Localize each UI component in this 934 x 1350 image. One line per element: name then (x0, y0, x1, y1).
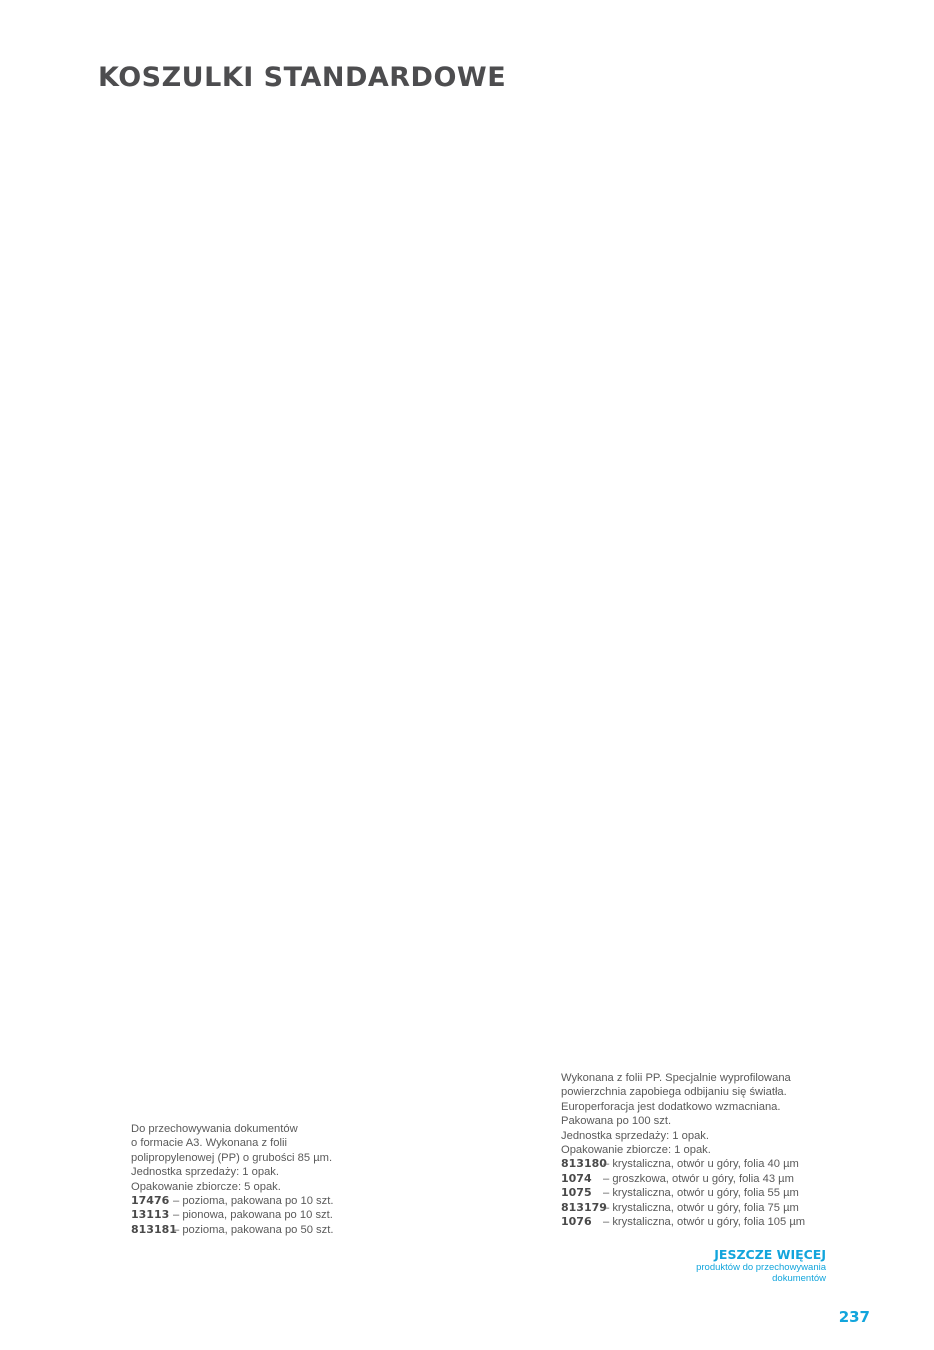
more-products-subtitle: dokumentów (772, 1273, 826, 1284)
variant-row (131, 1208, 333, 1222)
variant-row (561, 1215, 805, 1229)
product-code: 813180 (561, 1157, 607, 1171)
variant-text: – krystaliczna, otwór u góry, folia 55 µm (603, 1187, 799, 1200)
description-line: Europerforacja jest dodatkowo wzmacniana. (561, 1100, 781, 1113)
description-line: Opakowanie zbiorcze: 1 opak. (561, 1144, 711, 1157)
variant-row (131, 1223, 333, 1237)
description-line: Do przechowywania dokumentów (131, 1123, 298, 1135)
variant-text: – pozioma, pakowana po 50 szt. (173, 1223, 334, 1236)
more-products-title: JESZCZE WIĘCEJ (714, 1247, 826, 1262)
description-line: Wykonana z folii PP. Specjalnie wyprofilowana (561, 1072, 791, 1084)
variant-row (561, 1186, 805, 1200)
product-code: 813181 (131, 1222, 177, 1236)
description-line: powierzchnia zapobiega odbijaniu się światła. (561, 1086, 787, 1099)
variant-text: – krystaliczna, otwór u góry, folia 105 µm (603, 1216, 806, 1229)
description-line: Jednostka sprzedaży: 1 opak. (131, 1166, 280, 1179)
variant-text: – pionowa, pakowana po 10 szt. (173, 1209, 333, 1222)
variant-row (561, 1172, 805, 1186)
more-products-link[interactable] (696, 1248, 826, 1284)
product-code: 17476 (131, 1194, 170, 1208)
description-line: Jednostka sprzedaży: 1 opak. (561, 1129, 710, 1142)
product-code: 13113 (131, 1208, 170, 1222)
variant-row (561, 1201, 805, 1215)
variant-text: – krystaliczna, otwór u góry, folia 40 µm (603, 1158, 799, 1171)
product-code: 813179 (561, 1200, 607, 1214)
description-line: Opakowanie zbiorcze: 5 opak. (131, 1180, 281, 1193)
description-line: polipropylenowej (PP) o grubości 85 µm. (131, 1151, 333, 1164)
product-code: 1074 (561, 1171, 592, 1185)
page-title: KOSZULKI STANDARDOWE (98, 62, 507, 93)
variant-row (561, 1157, 805, 1171)
variant-text: – pozioma, pakowana po 10 szt. (173, 1195, 334, 1208)
description-line: o formacie A3. Wykonana z folii (131, 1137, 287, 1150)
variant-text: – groszkowa, otwór u góry, folia 43 µm (603, 1172, 794, 1185)
page-number: 237 (838, 1308, 870, 1326)
variant-row (131, 1194, 333, 1208)
product-description-a3 (131, 1122, 333, 1237)
description-line: Pakowana po 100 szt. (561, 1115, 672, 1128)
variant-text: – krystaliczna, otwór u góry, folia 75 µm (603, 1201, 799, 1214)
product-code: 1076 (561, 1215, 592, 1229)
product-code: 1075 (561, 1186, 592, 1200)
product-description-pp (561, 1071, 805, 1229)
more-products-subtitle: produktów do przechowywania (696, 1262, 826, 1273)
